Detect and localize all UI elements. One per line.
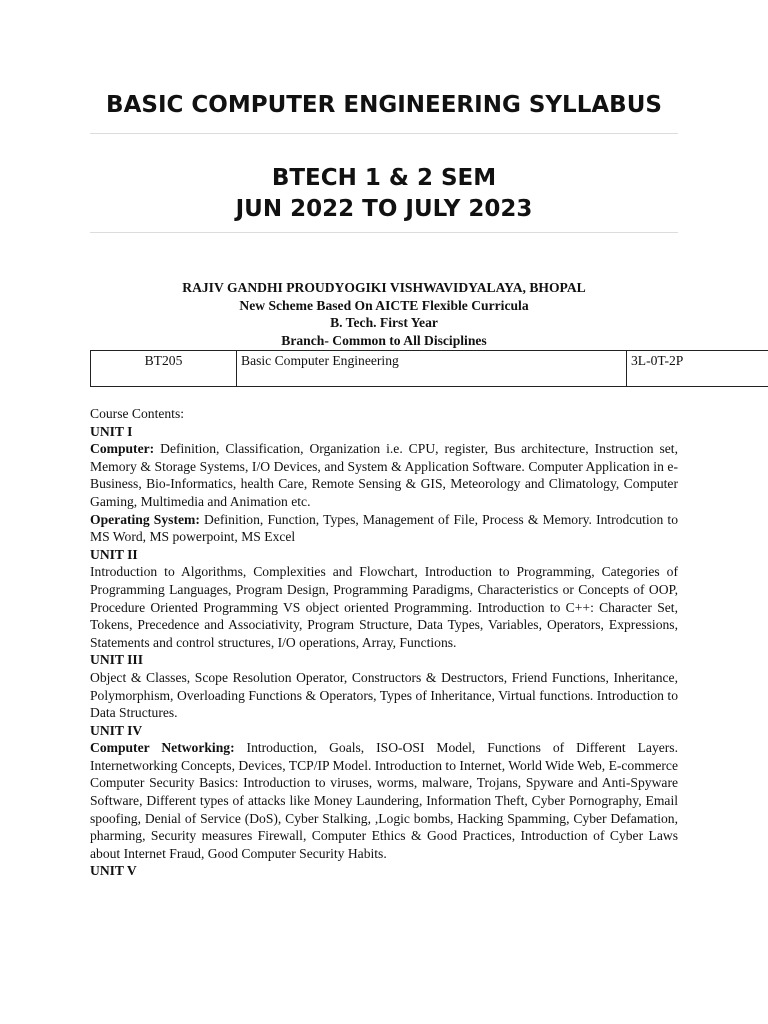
unit-3-heading: UNIT III xyxy=(90,652,144,668)
computer-label: Computer: xyxy=(90,441,155,457)
course-code: BT205 xyxy=(91,351,237,387)
unit-4-heading: UNIT IV xyxy=(90,722,143,738)
table-row xyxy=(91,351,768,387)
subtitle-line-1: BTECH 1 & 2 SEM xyxy=(271,165,497,191)
subtitle-divider xyxy=(90,232,678,233)
course-contents xyxy=(90,405,678,880)
year-line: B. Tech. First Year xyxy=(330,315,438,331)
unit-2-paragraph: Introduction to Algorithms, Complexities and Flowchart, Introduction to Programming, Categories of Programming Languages, Program Design, Programming Paradigms, Characteristics or Concepts of OOP, Procedure Oriented Programming VS object oriented Programming. Introduction to C++: Character Set, Tokens, Precedence and Associativity, Program Structure, Data Types, Variables, Operators, Expressions, Statements and control structures, I/O operations, Array, Functions. xyxy=(90,564,678,650)
computer-text: Definition, Classification, Organization i.e. CPU, register, Bus architecture, Instruction set, Memory & Storage Systems, I/O Devices, and System & Application Software. Computer Application in e- Business, Bio-Informatics, health Care, Remote Sensing & GIS, Meteorology and Climatology, Computer Gaming, Multimedia and Animation etc. xyxy=(90,441,678,509)
unit-2-heading: UNIT II xyxy=(90,546,138,562)
institution-name: RAJIV GANDHI PROUDYOGIKI VISHWAVIDYALAYA, BHOPAL xyxy=(182,280,586,295)
unit-1-heading: UNIT I xyxy=(90,423,133,439)
networking-label: Computer Networking: xyxy=(90,740,235,756)
page-subtitle xyxy=(90,163,678,225)
subtitle-line-2: JUN 2022 TO JULY 2023 xyxy=(235,196,533,222)
unit-1-computer-paragraph xyxy=(90,440,678,510)
unit-1-os-paragraph xyxy=(90,511,678,546)
course-name: Basic Computer Engineering xyxy=(237,351,627,387)
os-text: Definition, Function, Types, Management of File, Process & Memory. Introdcution to MS Word, MS powerpoint, MS Excel xyxy=(90,511,678,545)
unit-5-heading: UNIT V xyxy=(90,863,137,879)
scheme-line: New Scheme Based On AICTE Flexible Curricula xyxy=(239,297,529,313)
networking-text: Introduction, Goals, ISO-OSI Model, Functions of Different Layers. Internetworking Concepts, Devices, TCP/IP Model. Introduction to Internet, World Wide Web, E-commerce Computer Security Basics: Introduction to viruses, worms, malware, Trojans, Spyware and Anti-Spyware Software, Different types of attacks like Money Laundering, Information Theft, Cyber Pornography, Email spoofing, Denial of Service (DoS), Cyber Stalking, ,Logic bombs, Hacking Spamming, Cyber Defamation, pharming, Security measures Firewall, Computer Ethics & Good Practices, Introduction of Cyber Laws about Internet Fraud, Good Computer Security Habits. xyxy=(90,740,678,861)
unit-3-paragraph: Object & Classes, Scope Resolution Operator, Constructors & Destructors, Friend Functions, Inheritance, Polymorphism, Overloading Functions & Operators, Types of Inheritance, Virtual functions. Introduction to Data Structures. xyxy=(90,669,678,721)
contents-label: Course Contents: xyxy=(90,406,185,421)
os-label: Operating System: xyxy=(90,511,200,527)
course-credits: 3L-0T-2P xyxy=(627,351,768,387)
institution-block xyxy=(90,279,678,349)
branch-line: Branch- Common to All Disciplines xyxy=(281,332,487,348)
page-title: BASIC COMPUTER ENGINEERING SYLLABUS xyxy=(106,92,662,118)
title-divider xyxy=(90,133,678,134)
course-table xyxy=(90,350,768,387)
unit-4-paragraph xyxy=(90,739,678,862)
